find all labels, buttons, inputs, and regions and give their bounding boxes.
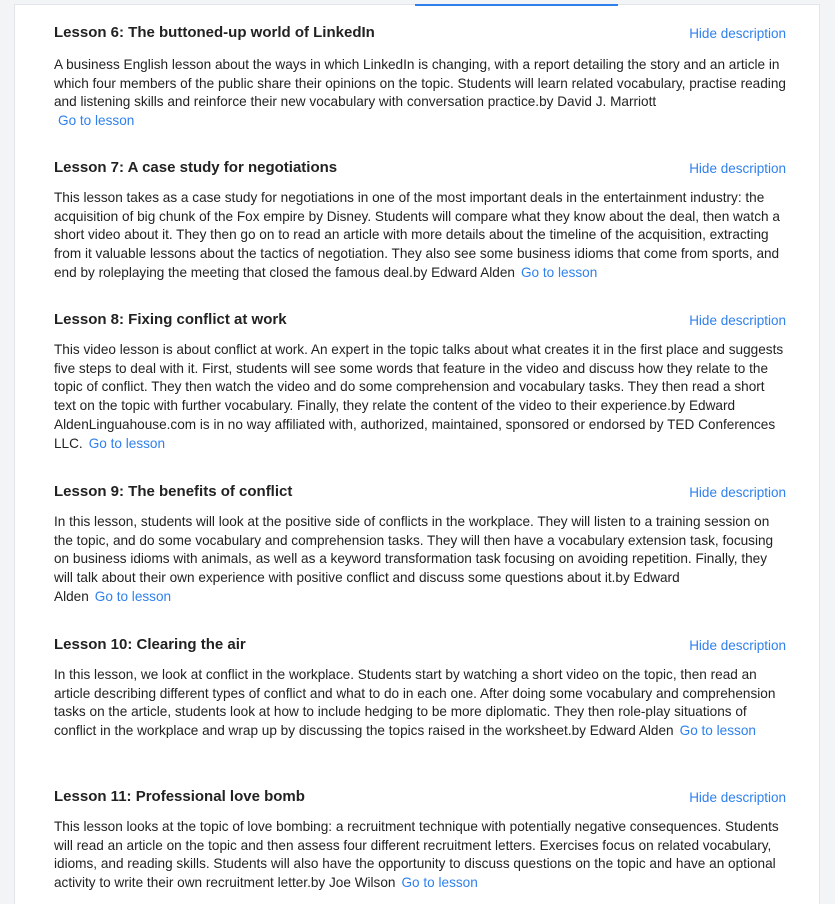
lesson-description-text: This video lesson is about conflict at work. An expert in the topic talks about what creates it in the first place and suggests five steps to deal with it. First, students will see some words that feature in the video and discuss how they relate to the topic of conflict. They then watch the video and do some comprehension and vocabulary tasks. They then read a short text on the topic with further vocabulary. Finally, they relate the content of the video to their experience.by Edward AldenLinguahouse.com is in no way affiliated with, authorized, maintained, sponsored or endorsed by TED Conferences LLC. [54, 342, 784, 451]
lesson-header [54, 788, 786, 810]
lesson-header [54, 311, 786, 333]
lesson-description [54, 56, 786, 131]
lesson-header [54, 636, 786, 658]
hide-description-link[interactable]: Hide description [689, 26, 786, 41]
lesson-description-text: In this lesson, we look at conflict in the workplace. Students start by watching a short video on the topic, then read an article describing different types of conflict and what to do in each one. After doing some vocabulary and comprehension tasks on the article, students look at how to include hedging to be more diplomatic. They then role-play situations of conflict in the workplace and wrap up by discussing the topics raised in the worksheet.by Edward Alden [54, 667, 776, 739]
go-to-lesson-link[interactable]: Go to lesson [58, 113, 135, 129]
lesson-title: Lesson 10: Clearing the air [54, 636, 246, 653]
hide-description-link[interactable]: Hide description [689, 313, 786, 328]
lesson-description-text: This lesson looks at the topic of love bombing: a recruitment technique with potentially negative consequences. Students will read an article on the topic and then assess four different recruitment letters. Exercises focus on related vocabulary, idioms, and reading skills. Students will also have the opportunity to discuss questions on the topic and have an optional activity to write their own recruitment letter.by Joe Wilson [54, 819, 779, 891]
lesson-description-text: In this lesson, students will look at the positive side of conflicts in the workplace. They will listen to a training session on the topic, and do some vocabulary and comprehension tasks. They will then have a vocabulary extension task, focusing on business idioms with animals, as well as a keyword transformation task focusing on avoiding repetition. Finally, they will talk about their own experience with positive conflict and discuss some questions about it.by Edward Alden [54, 514, 774, 604]
go-to-lesson-link[interactable]: Go to lesson [679, 723, 756, 739]
lesson-description-text: A business English lesson about the ways in which LinkedIn is changing, with a report detailing the story and an article in which four members of the public share their opinions on the topic. Students will learn related vocabulary, practise reading and listening skills and reinforce their new vocabulary with conversation practice.by David J. Marriott [54, 57, 786, 110]
lesson-header [54, 159, 786, 181]
lesson-header [54, 24, 786, 46]
lesson-title: Lesson 6: The buttoned-up world of LinkedIn [54, 24, 375, 41]
lesson-description [54, 341, 786, 453]
lesson-description-text: This lesson takes as a case study for negotiations in one of the most important deals in the entertainment industry: the acquisition of big chunk of the Fox empire by Disney. Students will compare what they know about the deal, then watch a short video about it. They then go on to read an article with more details about the timeline of the acquisition, extracting from it valuable lessons about the tactics of negotiation. They also see some business idioms that come from sports, and end by roleplaying the meeting that closed the famous deal.by Edward Alden [54, 190, 780, 280]
lesson-item-9 [54, 483, 786, 607]
lesson-item-11 [54, 788, 786, 893]
go-to-lesson-link[interactable]: Go to lesson [520, 264, 598, 280]
lesson-description [54, 189, 786, 283]
lesson-title: Lesson 11: Professional love bomb [54, 788, 305, 805]
hide-description-link[interactable]: Hide description [689, 161, 786, 176]
lesson-description [54, 818, 786, 893]
lesson-list-panel [14, 4, 820, 904]
lesson-item-8 [54, 311, 786, 453]
go-to-lesson-link[interactable]: Go to lesson [94, 588, 172, 604]
lesson-item-10 [54, 636, 786, 741]
lesson-description [54, 513, 786, 607]
hide-description-link[interactable]: Hide description [689, 790, 786, 805]
lesson-title: Lesson 7: A case study for negotiations [54, 159, 338, 176]
hide-description-link[interactable]: Hide description [689, 485, 786, 500]
go-to-lesson-link[interactable]: Go to lesson [401, 875, 478, 891]
lesson-title: Lesson 8: Fixing conflict at work [54, 311, 287, 328]
lesson-title: Lesson 9: The benefits of conflict [54, 483, 293, 500]
lesson-item-6 [54, 24, 786, 131]
go-to-lesson-link[interactable]: Go to lesson [88, 435, 166, 451]
hide-description-link[interactable]: Hide description [689, 638, 786, 653]
active-tab-indicator [415, 4, 618, 6]
lesson-header [54, 483, 786, 505]
lesson-item-7 [54, 159, 786, 283]
lesson-description [54, 666, 786, 741]
